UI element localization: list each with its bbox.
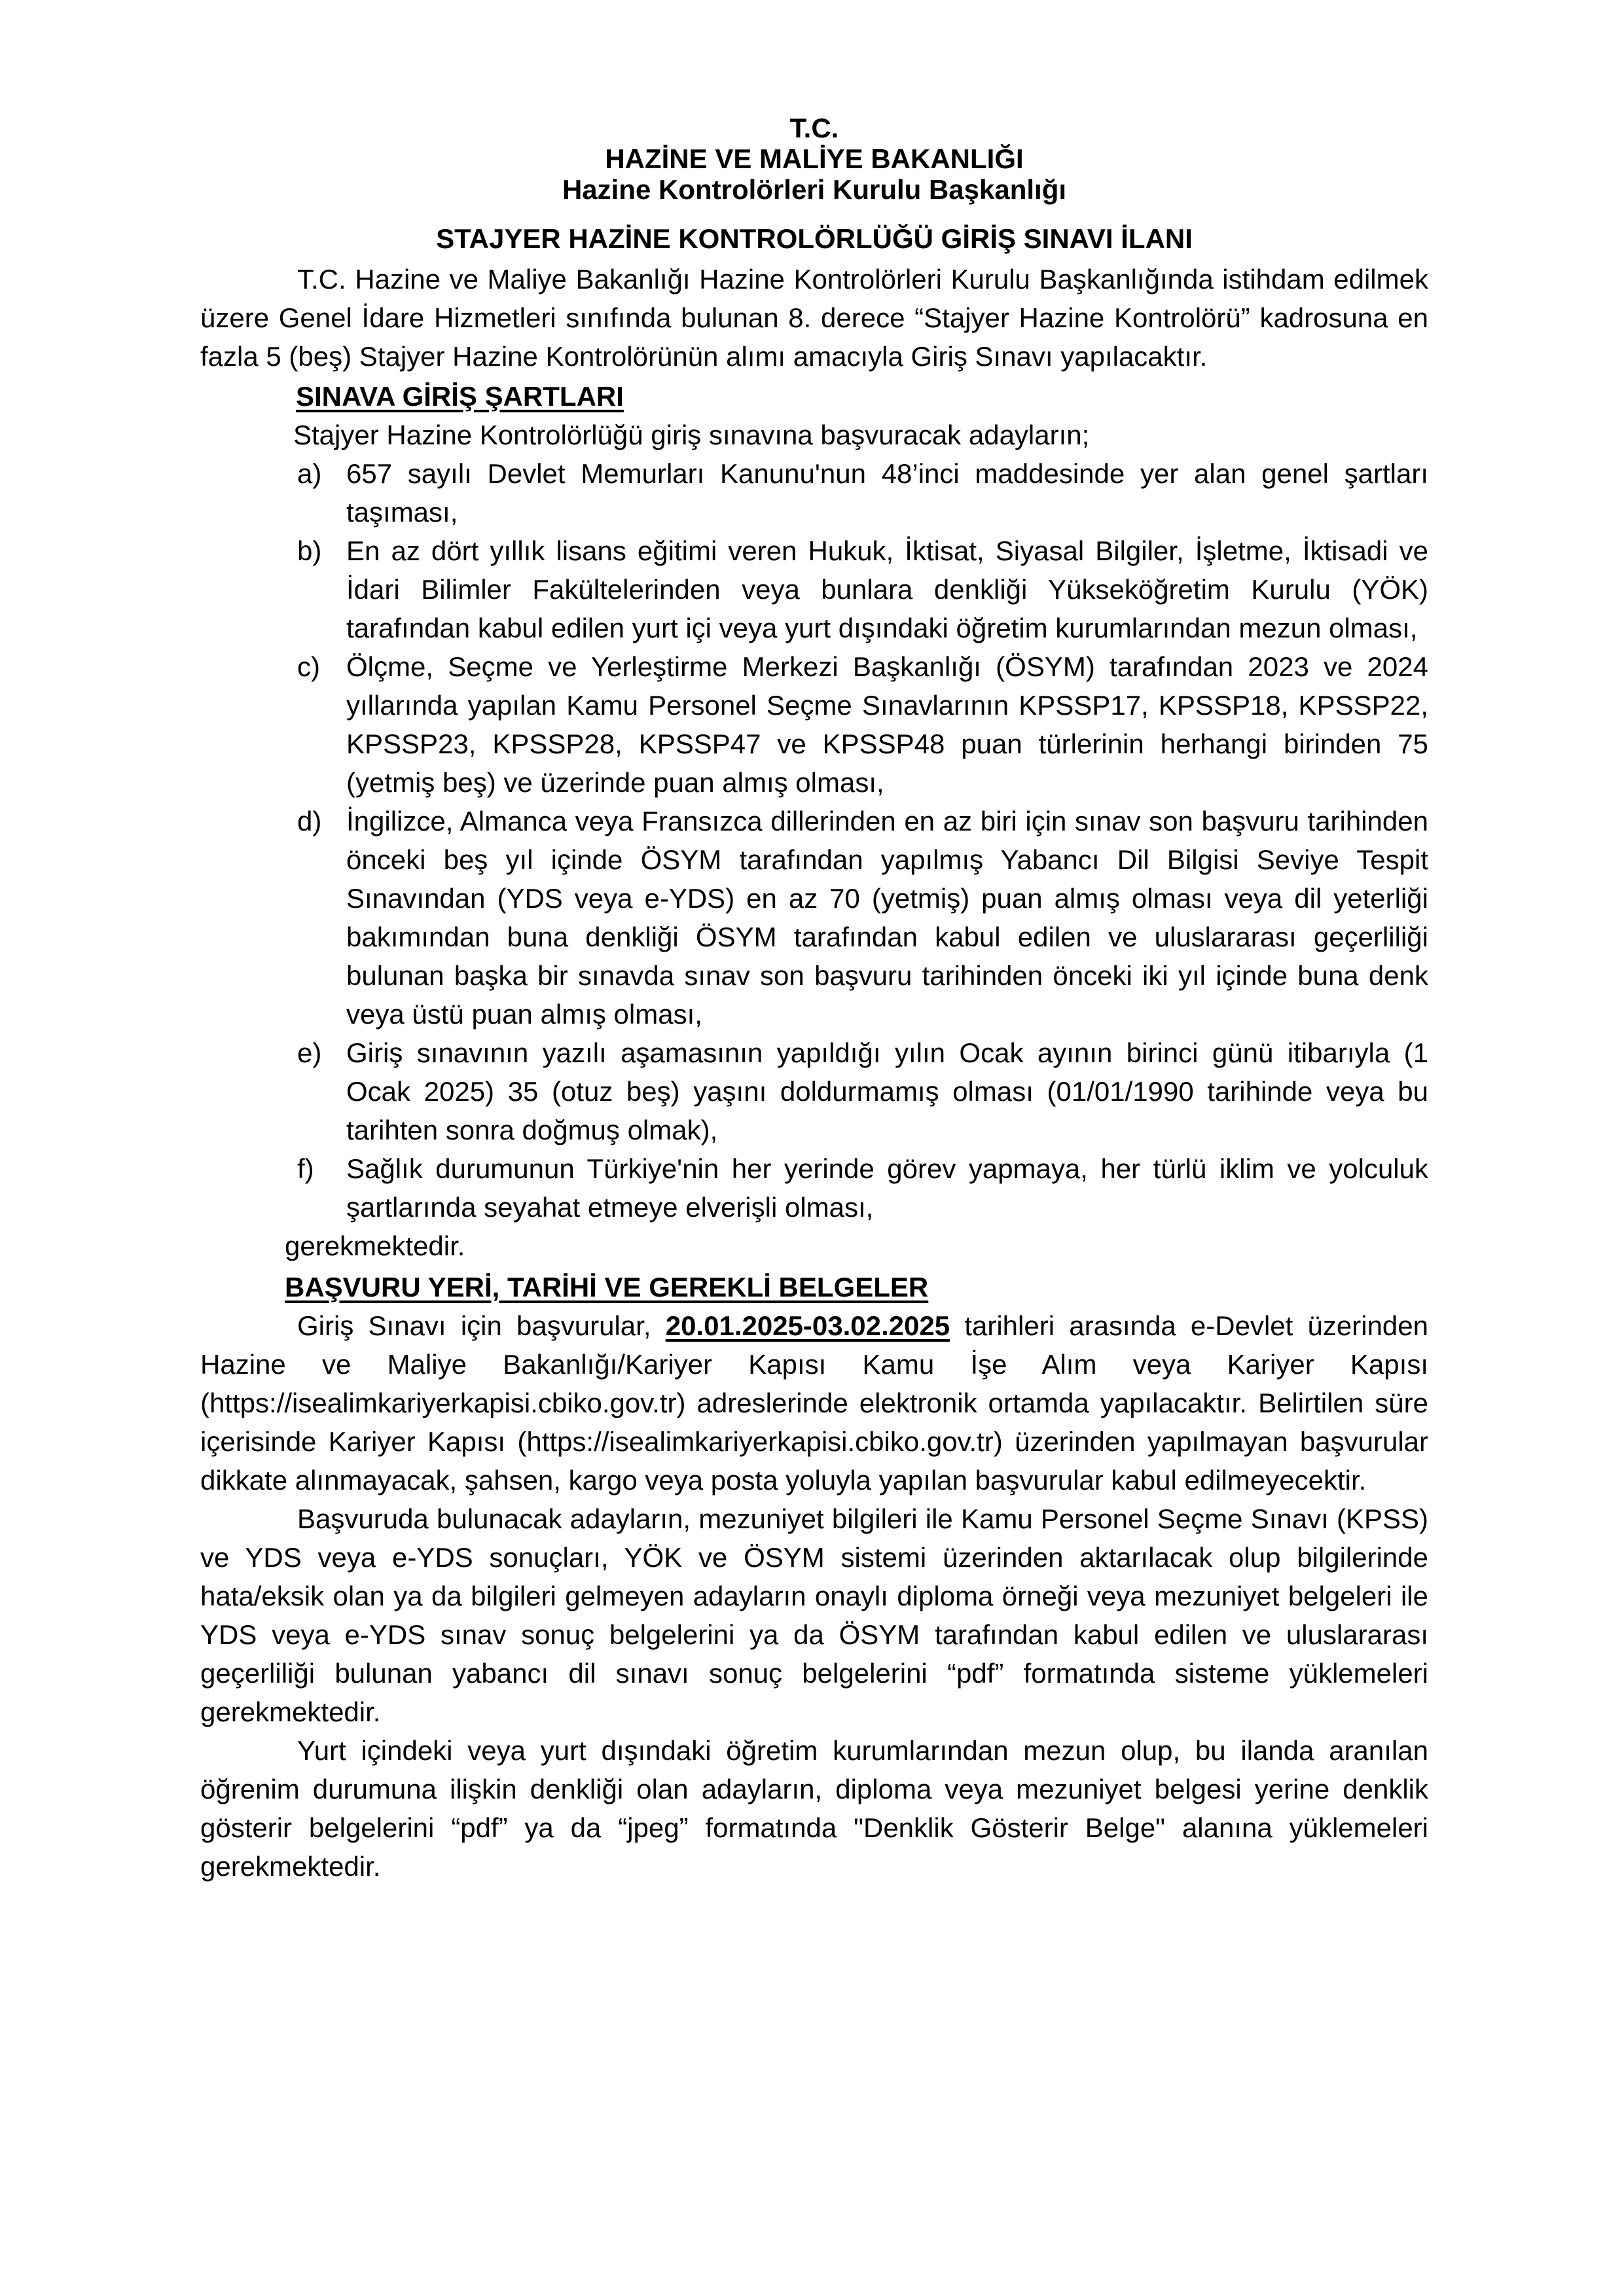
list-item bbox=[200, 802, 1428, 1033]
header-board: Hazine Kontrolörleri Kurulu Başkanlığı bbox=[562, 174, 1067, 205]
header-tc: T.C. bbox=[789, 113, 839, 143]
page-title: STAJYER HAZİNE KONTROLÖRLÜĞÜ GİRİŞ SINAVI İLANI bbox=[436, 223, 1193, 254]
requirements-list bbox=[200, 454, 1428, 1227]
list-item bbox=[200, 647, 1428, 802]
list-item-letter: f) bbox=[297, 1153, 314, 1184]
application-text-after: tarihleri arasında e-Devlet üzerinden Hazine ve Maliye Bakanlığı/Kariyer Kapısı Kamu İşe Alım veya Kariyer Kapısı (https://isealimkariyerkapisi.cbiko.gov.tr) adreslerinde elektronik ortamda yapılacaktır. Belirtilen süre içerisinde Kariyer Kapısı (https://isealimkariyerkapisi.cbiko.gov.tr) üzerinden yapılmayan başvurular dikkate alınmayacak, şahsen, kargo veya posta yoluyla yapılan başvurular kabul edilmeyecektir. bbox=[200, 1310, 1428, 1496]
section-title-application: BAŞVURU YERİ, TARİHİ VE GEREKLİ BELGELER bbox=[285, 1272, 929, 1302]
application-dates: 20.01.2025-03.02.2025 bbox=[665, 1310, 950, 1341]
intro-paragraph: T.C. Hazine ve Maliye Bakanlığı Hazine Kontrolörleri Kurulu Başkanlığında istihdam edilmek üzere Genel İdare Hizmetleri sınıfında bulunan 8. derece “Stajyer Hazine Kontrolörü” kadrosuna en fazla 5 (beş) Stajyer Hazine Kontrolörünün alımı amacıyla Giriş Sınavı yapılacaktır. bbox=[200, 264, 1428, 372]
application-paragraph-3: Yurt içindeki veya yurt dışındaki öğretim kurumlarından mezun olup, bu ilanda aranılan öğrenim durumuna ilişkin denkliği olan adayların, diploma veya mezuniyet belgesi yerine denklik gösterir belgelerini “pdf” ya da “jpeg” formatında "Denklik Gösterir Belge" alanına yüklemeleri gerekmektedir. bbox=[200, 1735, 1428, 1882]
list-item-letter: c) bbox=[297, 651, 320, 682]
document-body bbox=[200, 113, 1428, 1886]
list-item-text: En az dört yıllık lisans eğitimi veren Hukuk, İktisat, Siyasal Bilgiler, İşletme, İktisadi ve İdari Bilimler Fakültelerinden veya bunlara denkliği Yükseköğretim Kurulu (YÖK) tarafından kabul edilen yurt içi veya yurt dışındaki öğretim kurumlarından mezun olması, bbox=[346, 535, 1428, 643]
application-paragraph-1 bbox=[200, 1306, 1428, 1499]
list-item-text: Sağlık durumunun Türkiye'nin her yerinde görev yapmaya, her türlü iklim ve yolculuk şartlarında seyahat etmeye elverişli olması, bbox=[346, 1153, 1428, 1223]
header-ministry: HAZİNE VE MALİYE BAKANLIĞI bbox=[605, 143, 1024, 174]
list-item-letter: a) bbox=[297, 458, 322, 489]
section-title-requirements: SINAVA GİRİŞ ŞARTLARI bbox=[296, 381, 624, 412]
list-item-text: Ölçme, Seçme ve Yerleştirme Merkezi Başkanlığı (ÖSYM) tarafından 2023 ve 2024 yıllarında yapılan Kamu Personel Seçme Sınavlarının KPSSP17, KPSSP18, KPSSP22, KPSSP23, KPSSP28, KPSSP47 ve KPSSP48 puan türlerinin herhangi birinden 75 (yetmiş beş) ve üzerinde puan almış olması, bbox=[346, 651, 1428, 798]
list-item-text: 657 sayılı Devlet Memurları Kanunu'nun 48’inci maddesinde yer alan genel şartları taşıması, bbox=[346, 458, 1428, 528]
list-item-text: İngilizce, Almanca veya Fransızca dillerinden en az biri için sınav son başvuru tarihinden önceki beş yıl içinde ÖSYM tarafından yapılmış Yabancı Dil Bilgisi Seviye Tespit Sınavından (YDS veya e-YDS) en az 70 (yetmiş) puan almış olması veya dil yeterliği bakımından buna denkliği ÖSYM tarafından kabul edilen ve uluslararası geçerliliği bulunan başka bir sınavda sınav son başvuru tarihinden önceki iki yıl içinde buna denk veya üstü puan almış olması, bbox=[346, 806, 1428, 1030]
list-item bbox=[200, 1149, 1428, 1227]
list-item bbox=[200, 454, 1428, 531]
requirements-lead: Stajyer Hazine Kontrolörlüğü giriş sınavına başvuracak adayların; bbox=[293, 420, 1090, 450]
application-text-before: Giriş Sınavı için başvurular, bbox=[297, 1310, 666, 1341]
application-paragraph-2: Başvuruda bulunacak adayların, mezuniyet bilgileri ile Kamu Personel Seçme Sınavı (KPSS) ve YDS veya e-YDS sonuçları, YÖK ve ÖSYM sistemi üzerinden aktarılacak olup bilgilerinde hata/eksik olan ya da bilgileri gelmeyen adayların onaylı diploma örneği veya mezuniyet belgeleri ile YDS veya e-YDS sınav sonuç belgelerini ya da ÖSYM tarafından kabul edilen ve uluslararası geçerliliği bulunan yabancı dil sınavı sonuç belgelerini “pdf” formatında sisteme yüklemeleri gerekmektedir. bbox=[200, 1503, 1428, 1727]
list-item-letter: b) bbox=[297, 535, 322, 566]
list-item bbox=[200, 1033, 1428, 1149]
list-item-letter: d) bbox=[297, 806, 322, 836]
list-item-letter: e) bbox=[297, 1037, 322, 1068]
requirements-tail: gerekmektedir. bbox=[285, 1230, 465, 1261]
list-item-text: Giriş sınavının yazılı aşamasının yapıldığı yılın Ocak ayının birinci günü itibarıyla (1 Ocak 2025) 35 (otuz beş) yaşını doldurmamış olması (01/01/1990 tarihinde veya bu tarihten sonra doğmuş olmak), bbox=[346, 1037, 1428, 1145]
list-item bbox=[200, 531, 1428, 647]
